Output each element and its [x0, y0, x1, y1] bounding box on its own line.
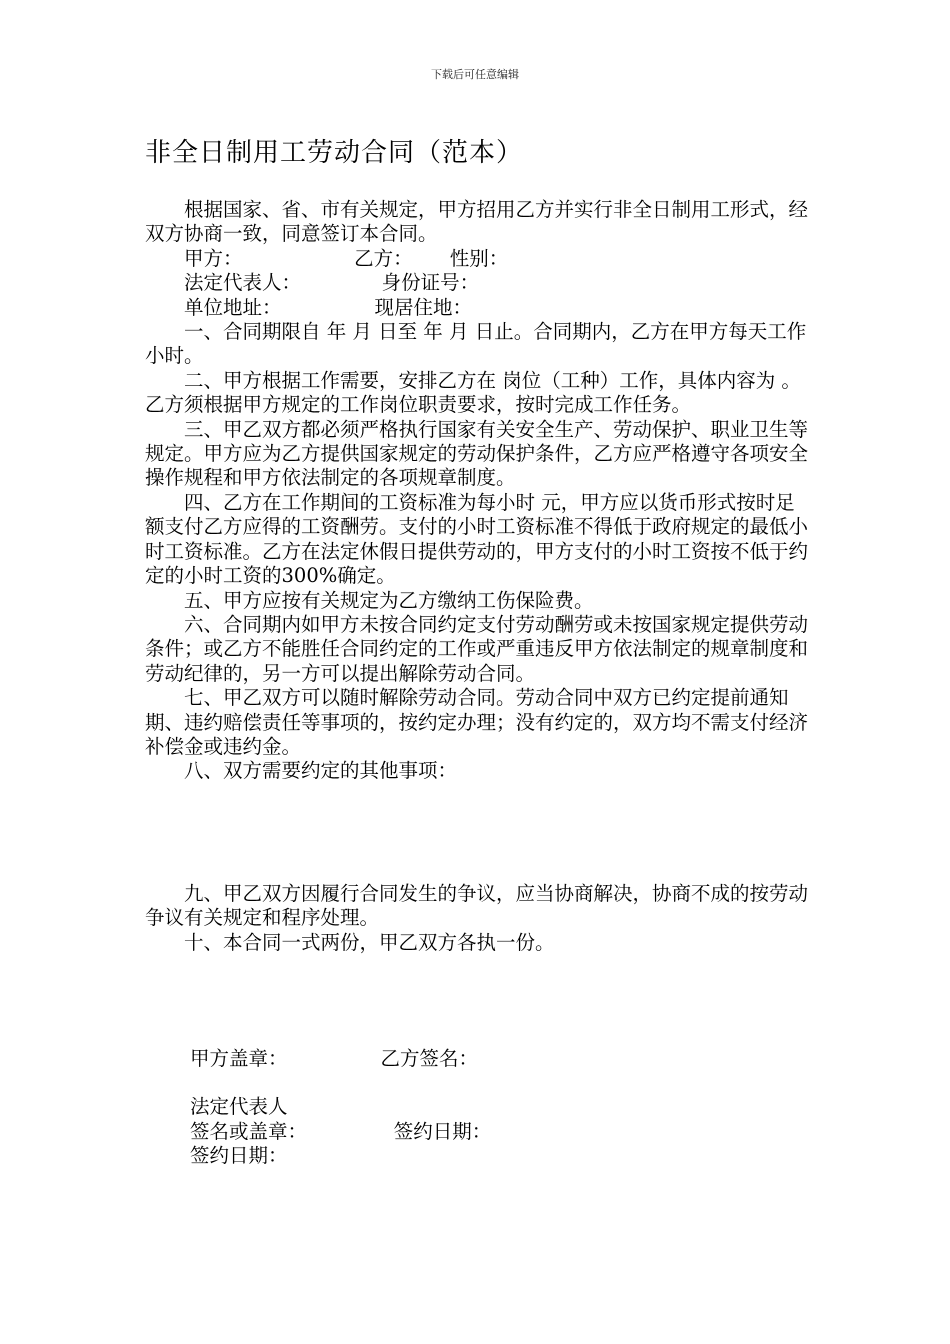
signature-line-4: 签约日期：	[190, 1144, 288, 1168]
clause-8: 八、双方需要约定的其他事项：	[184, 759, 458, 783]
clause-6: 六、合同期内如甲方未按合同约定支付劳动酬劳或未按国家规定提供劳动条件；或乙方不能胜任合同约定的工作或严重违反甲方依法制定的规章制度和劳动纪律的，另一方可以提出解除劳动合同。	[145, 612, 809, 685]
contract-body	[145, 198, 813, 955]
clause-10: 十、本合同一式两份，甲乙双方各执一份。	[184, 930, 555, 954]
clause-2: 二、甲方根据工作需要，安排乙方在 岗位（工种）工作，具体内容为 。乙方须根据甲方规定的工作岗位职责要求，按时完成工作任务。	[145, 368, 801, 417]
signature-line-2: 法定代表人	[190, 1095, 288, 1119]
document-title: 非全日制用工劳动合同（范本）	[145, 138, 524, 168]
blank-space	[145, 784, 813, 882]
clause-5: 五、甲方应按有关规定为乙方缴纳工伤保险费。	[184, 588, 594, 612]
party-row-3: 单位地址： 现居住地：	[184, 295, 472, 319]
clause-7: 七、甲乙双方可以随时解除劳动合同。劳动合同中双方已约定提前通知期、违约赔偿责任等事项的，按约定办理；没有约定的，双方均不需支付经济补偿金或违约金。	[145, 686, 809, 758]
signature-line-3: 签名或盖章： 签约日期：	[190, 1119, 492, 1143]
clause-4: 四、乙方在工作期间的工资标准为每小时 元，甲方应以货币形式按时足额支付乙方应得的工资酬劳。支付的小时工资标准不得低于政府规定的最低小时工资标准。乙方在法定休假日提供劳动的，甲方支付的小时工资按不低于约定的小时工资的300%确定。	[145, 490, 809, 588]
header-note: 下载后可任意编辑	[431, 68, 519, 81]
clause-1: 一、合同期限自 年 月 日至 年 月 日止。合同期内，乙方在甲方每天工作 小时。	[145, 320, 807, 368]
party-row-2: 法定代表人： 身份证号：	[184, 271, 480, 295]
clause-3: 三、甲乙双方都必须严格执行国家有关安全生产、劳动保护、职业卫生等规定。甲方应为乙方提供国家规定的劳动保护条件，乙方应严格遵守各项安全操作规程和甲方依法制定的各项规章制度。	[145, 417, 809, 490]
signature-line-1: 甲方盖章： 乙方签名：	[190, 1047, 478, 1070]
preamble: 根据国家、省、市有关规定，甲方招用乙方并实行非全日制用工形式，经双方协商一致，同意签订本合同。	[145, 198, 809, 246]
party-row-1: 甲方： 乙方： 性别：	[184, 246, 509, 270]
signature-block	[190, 1047, 491, 1169]
clause-9: 九、甲乙双方因履行合同发生的争议，应当协商解决，协商不成的按劳动争议有关规定和程序处理。	[145, 881, 809, 930]
